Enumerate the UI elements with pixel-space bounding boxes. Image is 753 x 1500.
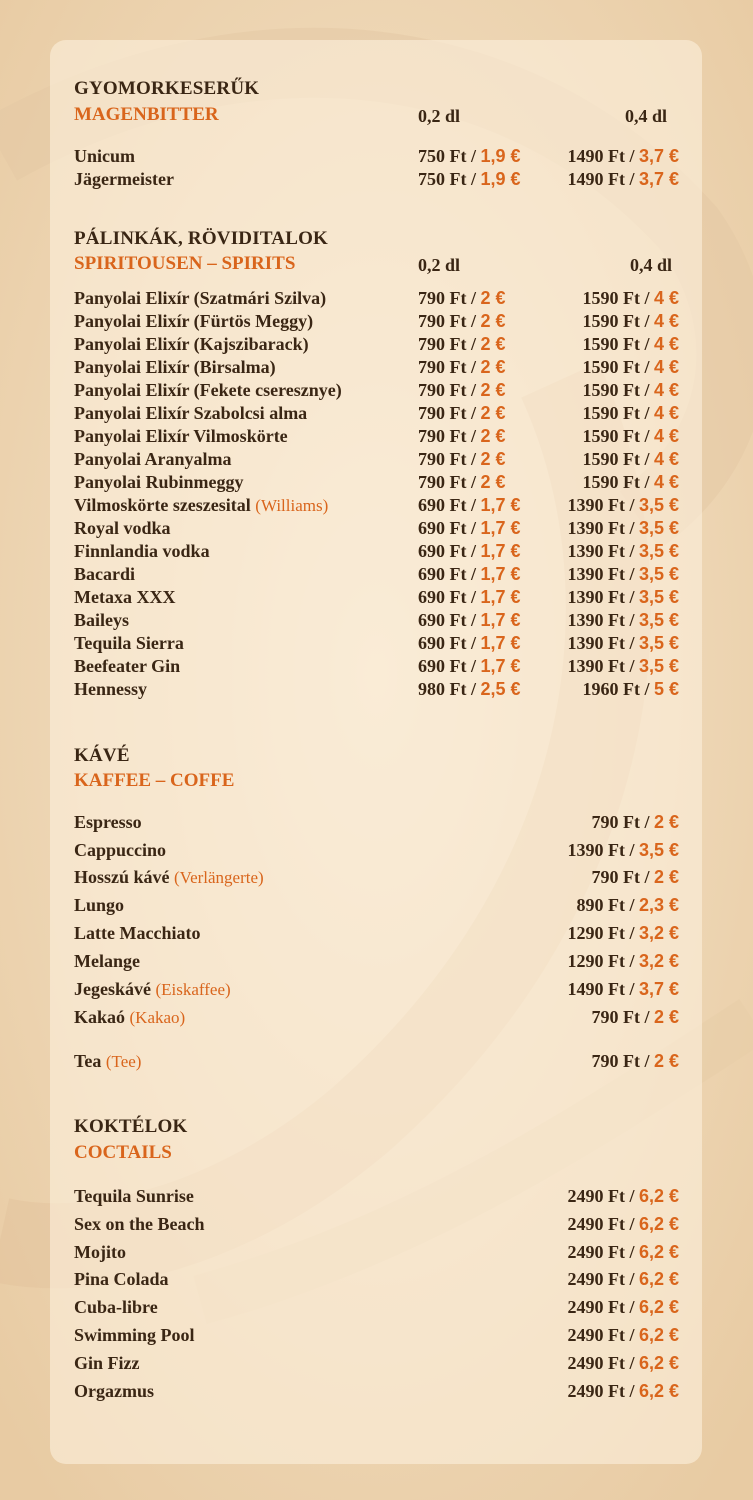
price-04dl xyxy=(582,357,679,378)
menu-item-row xyxy=(74,1353,684,1376)
item-name xyxy=(74,840,166,861)
item-name xyxy=(74,587,175,608)
price-04dl xyxy=(582,449,679,470)
item-name xyxy=(74,979,231,1000)
price-ft: 1960 Ft / xyxy=(582,679,650,699)
price xyxy=(567,1381,679,1402)
price-eur: 2 € xyxy=(653,867,679,887)
price-04dl xyxy=(582,311,679,332)
price-eur: 1,7 € xyxy=(480,495,521,515)
price-02dl xyxy=(418,357,506,378)
item-name xyxy=(74,1186,194,1207)
item-name-text: Jägermeister xyxy=(74,169,174,189)
price-eur: 4 € xyxy=(653,311,679,331)
price-eur: 2 € xyxy=(480,472,506,492)
price-ft: 890 Ft / xyxy=(576,895,635,915)
menu-item-row xyxy=(74,867,684,890)
price-ft: 980 Ft / xyxy=(418,679,476,699)
price-ft: 790 Ft / xyxy=(418,426,476,446)
price-ft: 1490 Ft / xyxy=(567,169,635,189)
price-ft: 790 Ft / xyxy=(591,1007,650,1027)
price-ft: 1590 Ft / xyxy=(582,403,650,423)
price xyxy=(591,1007,679,1028)
price-eur: 3,2 € xyxy=(638,951,679,971)
item-name xyxy=(74,895,124,916)
item-name-text: Sex on the Beach xyxy=(74,1213,205,1234)
price-ft: 790 Ft / xyxy=(418,357,476,377)
price-04dl xyxy=(567,564,679,585)
price-eur: 2 € xyxy=(480,380,506,400)
price-eur: 5 € xyxy=(653,679,679,699)
price-ft: 790 Ft / xyxy=(591,812,650,832)
item-name-text: Tequila Sunrise xyxy=(74,1186,194,1206)
section-title-spirits: PÁLINKÁK, RÖVIDITALOK xyxy=(74,228,329,249)
price-02dl xyxy=(418,633,521,654)
price-eur: 2 € xyxy=(480,311,506,331)
item-note: (Kakao) xyxy=(129,1008,186,1027)
price xyxy=(567,1269,679,1290)
price-ft: 1390 Ft / xyxy=(567,610,635,630)
menu-item-row xyxy=(74,1007,684,1030)
item-name-text: Unicum xyxy=(74,146,136,166)
column-header-04dl: 0,4 dl xyxy=(630,255,673,275)
section-title-coffee: KÁVÉ xyxy=(74,745,130,766)
price-eur: 2 € xyxy=(653,812,679,832)
column-header-02dl: 0,2 dl xyxy=(418,255,461,275)
price xyxy=(567,1353,679,1374)
menu-item-row xyxy=(74,426,684,449)
price-eur: 2 € xyxy=(480,357,506,377)
price-ft: 1590 Ft / xyxy=(582,380,650,400)
price-ft: 1590 Ft / xyxy=(582,426,650,446)
item-name xyxy=(74,1269,169,1290)
item-name-text: Mojito xyxy=(74,1241,126,1262)
item-name-text: Panyolai Elixír (Szatmári Szilva) xyxy=(74,288,327,308)
price-eur: 2,3 € xyxy=(638,895,679,915)
price-eur: 3,5 € xyxy=(638,541,679,561)
menu-item-row xyxy=(74,403,684,426)
column-header-04dl: 0,4 dl xyxy=(625,106,668,126)
item-name xyxy=(74,1051,141,1072)
price-eur: 1,9 € xyxy=(480,169,521,189)
price-eur: 2,5 € xyxy=(480,679,521,699)
price-ft: 2490 Ft / xyxy=(567,1269,635,1290)
price xyxy=(576,895,679,916)
price xyxy=(567,1242,679,1263)
price-eur: 3,2 € xyxy=(638,923,679,943)
item-name xyxy=(74,495,328,516)
price-ft: 2490 Ft / xyxy=(567,1352,635,1373)
price-ft: 790 Ft / xyxy=(418,288,476,308)
item-name xyxy=(74,1325,195,1346)
price-eur: 1,7 € xyxy=(480,541,521,561)
price-04dl xyxy=(567,169,679,190)
price-eur: 6,2 € xyxy=(638,1241,679,1262)
price-ft: 790 Ft / xyxy=(418,334,476,354)
item-name-text: Lungo xyxy=(74,895,125,915)
section-subtitle-bitters: MAGENBITTER xyxy=(74,104,219,125)
menu-item-row xyxy=(74,679,684,702)
menu-item-row xyxy=(74,169,684,192)
item-name xyxy=(74,1007,185,1028)
item-name-text: Panyolai Elixír (Fekete cseresznye) xyxy=(74,380,342,400)
price-ft: 690 Ft / xyxy=(418,587,476,607)
price-ft: 790 Ft / xyxy=(418,449,476,469)
item-name-text: Swimming Pool xyxy=(74,1325,195,1345)
price-eur: 3,5 € xyxy=(638,518,679,538)
price-02dl xyxy=(418,169,521,190)
item-name-text: Vilmoskörte szeszesital xyxy=(74,495,251,515)
price xyxy=(567,951,679,972)
price-04dl xyxy=(567,610,679,631)
item-name xyxy=(74,564,135,585)
price xyxy=(567,1325,679,1346)
item-name-text: Gin Fizz xyxy=(74,1352,140,1373)
menu-item-row xyxy=(74,1242,684,1265)
item-name xyxy=(74,679,147,700)
price-04dl xyxy=(567,146,679,167)
price-04dl xyxy=(567,633,679,654)
price-eur: 1,7 € xyxy=(480,518,521,538)
item-name-text: Baileys xyxy=(74,610,130,630)
price xyxy=(591,812,679,833)
price-02dl xyxy=(418,610,521,631)
price xyxy=(591,867,679,888)
price-eur: 1,7 € xyxy=(480,564,521,584)
price xyxy=(591,1051,679,1072)
item-name xyxy=(74,1242,126,1263)
price-02dl xyxy=(418,449,506,470)
price-02dl xyxy=(418,541,521,562)
price-ft: 1490 Ft / xyxy=(567,146,635,166)
menu-item-row xyxy=(74,518,684,541)
price-02dl xyxy=(418,311,506,332)
item-name-text: Tea xyxy=(74,1051,102,1071)
menu-item-row xyxy=(74,288,684,311)
price-ft: 1590 Ft / xyxy=(582,288,650,308)
item-name-text: Finnlandia vodka xyxy=(74,541,210,561)
item-name xyxy=(74,403,307,424)
item-name xyxy=(74,288,326,309)
item-name xyxy=(74,812,142,833)
price-02dl xyxy=(418,426,506,447)
item-name-text: Cappuccino xyxy=(74,840,167,860)
price-02dl xyxy=(418,656,521,677)
price-04dl xyxy=(582,679,679,700)
price-02dl xyxy=(418,146,521,167)
item-name-text: Orgazmus xyxy=(74,1380,154,1401)
menu-item-row xyxy=(74,656,684,679)
price-eur: 4 € xyxy=(653,357,679,377)
price-eur: 2 € xyxy=(480,403,506,423)
price-ft: 1490 Ft / xyxy=(567,979,635,999)
price-eur: 6,2 € xyxy=(638,1352,679,1373)
price-ft: 690 Ft / xyxy=(418,564,476,584)
item-name-text: Panyolai Aranyalma xyxy=(74,449,232,469)
price-ft: 1590 Ft / xyxy=(582,334,650,354)
item-name-text: Panyolai Elixír (Birsalma) xyxy=(74,357,276,377)
price-eur: 3,5 € xyxy=(638,587,679,607)
price-ft: 1590 Ft / xyxy=(582,357,650,377)
item-name-text: Hennessy xyxy=(74,679,148,699)
item-name-text: Pina Colada xyxy=(74,1269,169,1290)
price xyxy=(567,979,679,1000)
item-name-text: Beefeater Gin xyxy=(74,656,181,676)
menu-item-row xyxy=(74,146,684,169)
price-02dl xyxy=(418,288,506,309)
price-ft: 2490 Ft / xyxy=(567,1241,635,1262)
price-ft: 1390 Ft / xyxy=(567,564,635,584)
price-eur: 1,7 € xyxy=(480,610,521,630)
price-ft: 790 Ft / xyxy=(418,380,476,400)
price-04dl xyxy=(567,656,679,677)
price-eur: 2 € xyxy=(480,449,506,469)
item-name-text: Jegeskávé xyxy=(74,979,151,999)
price-ft: 1390 Ft / xyxy=(567,656,635,676)
price-eur: 6,2 € xyxy=(638,1297,679,1318)
menu-item-row xyxy=(74,587,684,610)
price-ft: 1290 Ft / xyxy=(567,923,635,943)
price-eur: 3,7 € xyxy=(638,169,679,189)
column-header-02dl: 0,2 dl xyxy=(418,106,461,126)
menu-item-row xyxy=(74,1269,684,1292)
price-ft: 790 Ft / xyxy=(591,867,650,887)
price-02dl xyxy=(418,587,521,608)
price-eur: 4 € xyxy=(653,472,679,492)
price-ft: 1390 Ft / xyxy=(567,541,635,561)
price-ft: 1590 Ft / xyxy=(582,311,650,331)
price-02dl xyxy=(418,472,506,493)
item-name xyxy=(74,426,288,447)
menu-item-row xyxy=(74,357,684,380)
price-ft: 1390 Ft / xyxy=(567,840,635,860)
menu-item-row xyxy=(74,923,684,946)
item-name-text: Espresso xyxy=(74,812,142,832)
price-eur: 3,5 € xyxy=(638,840,679,860)
menu-item-row xyxy=(74,472,684,495)
price-02dl xyxy=(418,334,506,355)
price-eur: 2 € xyxy=(480,426,506,446)
price-ft: 790 Ft / xyxy=(418,311,476,331)
price-eur: 6,2 € xyxy=(638,1186,679,1206)
price xyxy=(567,923,679,944)
price-ft: 750 Ft / xyxy=(418,169,476,189)
price-eur: 6,2 € xyxy=(638,1380,679,1401)
price-04dl xyxy=(567,518,679,539)
price-ft: 1390 Ft / xyxy=(567,495,635,515)
price-eur: 2 € xyxy=(653,1051,679,1071)
price-eur: 2 € xyxy=(480,334,506,354)
item-name xyxy=(74,311,313,332)
section-subtitle-cocktails: COCTAILS xyxy=(74,1142,172,1163)
price-ft: 1590 Ft / xyxy=(582,449,650,469)
price-02dl xyxy=(418,518,521,539)
item-name-text: Panyolai Elixír (Kajszibarack) xyxy=(74,334,309,354)
menu-item-row xyxy=(74,449,684,472)
item-name xyxy=(74,169,174,190)
price-eur: 6,2 € xyxy=(638,1325,679,1345)
price-eur: 3,5 € xyxy=(638,656,679,676)
price-02dl xyxy=(418,679,521,700)
price-eur: 4 € xyxy=(653,449,679,469)
price-04dl xyxy=(582,380,679,401)
price xyxy=(567,1297,679,1318)
price-ft: 1390 Ft / xyxy=(567,633,635,653)
item-name xyxy=(74,867,264,888)
item-note: (Verlängerte) xyxy=(174,868,264,887)
section-title-cocktails: KOKTÉLOK xyxy=(74,1116,188,1137)
price-ft: 690 Ft / xyxy=(418,518,476,538)
price-eur: 6,2 € xyxy=(638,1269,679,1290)
price-eur: 3,5 € xyxy=(638,564,679,584)
item-name-text: Bacardi xyxy=(74,564,135,584)
menu-item-row xyxy=(74,334,684,357)
menu-item-row xyxy=(74,812,684,835)
item-name xyxy=(74,951,140,972)
price-eur: 6,2 € xyxy=(638,1213,679,1234)
price-eur: 1,7 € xyxy=(480,656,521,676)
price-ft: 690 Ft / xyxy=(418,495,476,515)
price-ft: 790 Ft / xyxy=(591,1051,650,1071)
price-ft: 690 Ft / xyxy=(418,633,476,653)
menu-item-row xyxy=(74,380,684,403)
price-ft: 750 Ft / xyxy=(418,146,476,166)
price-eur: 3,5 € xyxy=(638,633,679,653)
item-name xyxy=(74,449,232,470)
price-ft: 2490 Ft / xyxy=(567,1380,635,1401)
price-ft: 1390 Ft / xyxy=(567,518,635,538)
item-name-text: Kakaó xyxy=(74,1007,126,1027)
price-04dl xyxy=(582,472,679,493)
item-name-text: Cuba-libre xyxy=(74,1297,158,1318)
price-04dl xyxy=(582,403,679,424)
item-name-text: Hosszú kávé xyxy=(74,867,170,887)
item-name-text: Latte Macchiato xyxy=(74,923,201,943)
item-name-text: Melange xyxy=(74,951,140,971)
price xyxy=(567,1214,679,1235)
menu-item-row xyxy=(74,1051,684,1074)
menu-item-row xyxy=(74,564,684,587)
menu-item-row xyxy=(74,979,684,1002)
item-name-text: Panyolai Elixír Vilmoskörte xyxy=(74,426,288,446)
price-ft: 1290 Ft / xyxy=(567,951,635,971)
price-ft: 790 Ft / xyxy=(418,403,476,423)
item-name xyxy=(74,656,180,677)
price-02dl xyxy=(418,403,506,424)
menu-item-row xyxy=(74,1381,684,1404)
price xyxy=(567,840,679,861)
menu-item-row xyxy=(74,840,684,863)
item-name xyxy=(74,1381,154,1402)
price-eur: 4 € xyxy=(653,380,679,400)
menu-item-row xyxy=(74,1325,684,1348)
menu-item-row xyxy=(74,1297,684,1320)
price-ft: 690 Ft / xyxy=(418,610,476,630)
price-04dl xyxy=(567,587,679,608)
price-04dl xyxy=(582,426,679,447)
menu-item-row xyxy=(74,895,684,918)
item-name xyxy=(74,334,309,355)
price-ft: 2490 Ft / xyxy=(567,1297,635,1318)
price-ft: 690 Ft / xyxy=(418,656,476,676)
item-name xyxy=(74,1353,140,1374)
price-ft: 1590 Ft / xyxy=(582,472,650,492)
menu-item-row xyxy=(74,541,684,564)
menu-item-row xyxy=(74,311,684,334)
price-ft: 1390 Ft / xyxy=(567,587,635,607)
price-eur: 4 € xyxy=(653,288,679,308)
price-02dl xyxy=(418,564,521,585)
menu-item-row xyxy=(74,495,684,518)
price-eur: 2 € xyxy=(653,1007,679,1027)
price-04dl xyxy=(582,288,679,309)
price-ft: 790 Ft / xyxy=(418,472,476,492)
section-title-bitters: GYOMORKESERŰK xyxy=(74,78,260,99)
item-name xyxy=(74,1297,158,1318)
item-name xyxy=(74,146,135,167)
item-name-text: Panyolai Rubinmeggy xyxy=(74,472,244,492)
item-name xyxy=(74,380,342,401)
menu-item-row xyxy=(74,1186,684,1209)
item-name-text: Royal vodka xyxy=(74,518,171,538)
price-eur: 4 € xyxy=(653,334,679,354)
item-name xyxy=(74,633,184,654)
price-eur: 3,5 € xyxy=(638,495,679,515)
price-02dl xyxy=(418,380,506,401)
price-ft: 2490 Ft / xyxy=(567,1325,635,1345)
menu-item-row xyxy=(74,633,684,656)
item-name xyxy=(74,357,276,378)
price-eur: 1,9 € xyxy=(480,146,521,166)
item-name-text: Panyolai Elixír Szabolcsi alma xyxy=(74,403,308,423)
section-subtitle-coffee: KAFFEE – COFFE xyxy=(74,770,235,791)
price xyxy=(567,1186,679,1207)
item-name xyxy=(74,541,210,562)
item-note: (Tee) xyxy=(105,1052,142,1071)
menu-item-row xyxy=(74,951,684,974)
section-subtitle-spirits: SPIRITOUSEN – SPIRITS xyxy=(74,253,296,274)
item-name xyxy=(74,923,200,944)
item-note: (Eiskaffee) xyxy=(155,980,231,999)
item-note: (Williams) xyxy=(255,496,329,515)
price-eur: 3,7 € xyxy=(638,979,679,999)
price-04dl xyxy=(567,541,679,562)
price-02dl xyxy=(418,495,521,516)
price-eur: 4 € xyxy=(653,426,679,446)
price-eur: 4 € xyxy=(653,403,679,423)
item-name-text: Panyolai Elixír (Fürtös Meggy) xyxy=(74,311,314,331)
item-name xyxy=(74,472,244,493)
price-eur: 3,5 € xyxy=(638,610,679,630)
item-name xyxy=(74,518,171,539)
price-04dl xyxy=(567,495,679,516)
price-eur: 1,7 € xyxy=(480,587,521,607)
menu-item-row xyxy=(74,610,684,633)
price-eur: 3,7 € xyxy=(638,146,679,166)
price-eur: 2 € xyxy=(480,288,506,308)
price-ft: 2490 Ft / xyxy=(567,1186,635,1206)
price-04dl xyxy=(582,334,679,355)
item-name-text: Tequila Sierra xyxy=(74,633,184,653)
price-ft: 2490 Ft / xyxy=(567,1213,635,1234)
menu-item-row xyxy=(74,1214,684,1237)
item-name-text: Metaxa XXX xyxy=(74,587,176,607)
price-eur: 1,7 € xyxy=(480,633,521,653)
item-name xyxy=(74,610,129,631)
item-name xyxy=(74,1214,205,1235)
price-ft: 690 Ft / xyxy=(418,541,476,561)
